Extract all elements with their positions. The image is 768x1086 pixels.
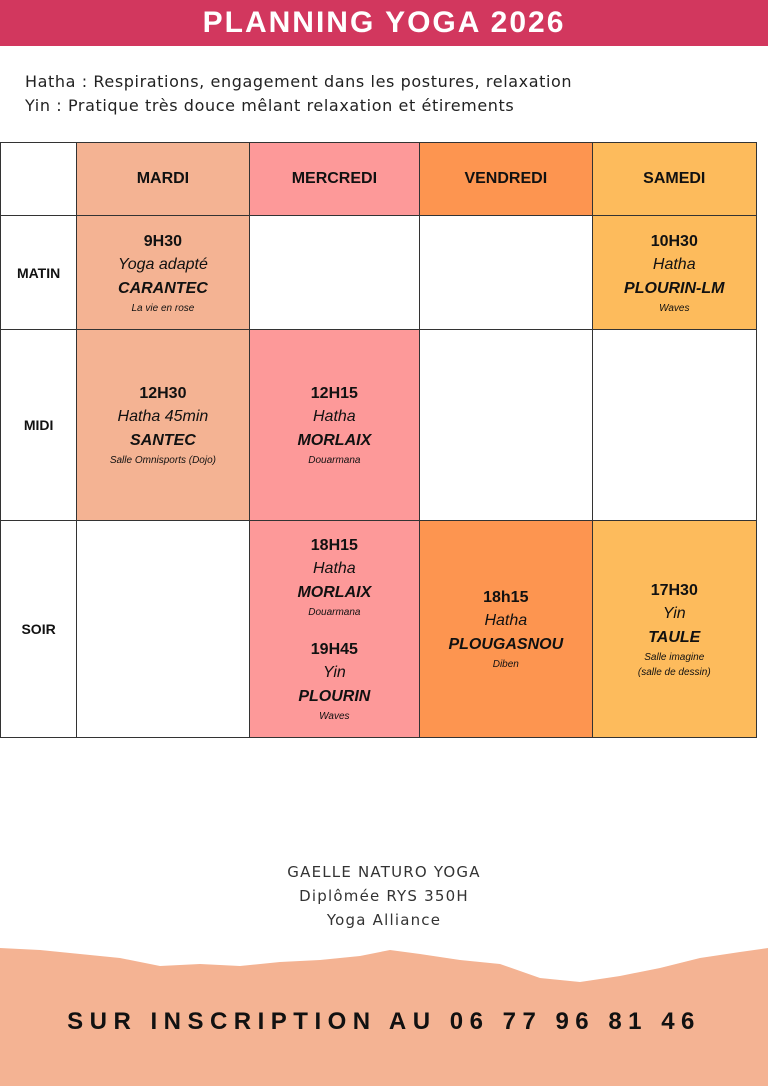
day-header-mercredi: MERCREDI <box>249 143 419 216</box>
class-block <box>593 230 756 316</box>
row-soir <box>1 521 757 738</box>
day-header-samedi: SAMEDI <box>592 143 756 216</box>
class-block <box>77 382 248 468</box>
credit-name: GAELLE NATURO YOGA <box>287 863 481 881</box>
class-time: 18H15 <box>310 537 358 554</box>
credits <box>0 860 768 932</box>
cell-midi-vendredi <box>420 330 592 521</box>
class-time: 12H30 <box>139 385 187 402</box>
class-time: 12H15 <box>310 385 358 402</box>
class-place: TAULE <box>648 628 701 646</box>
class-block <box>250 382 419 468</box>
class-block <box>77 230 248 316</box>
class-venue: Douarmana <box>308 607 361 618</box>
class-place: CARANTEC <box>118 279 208 297</box>
class-venue: Douarmana <box>308 455 361 466</box>
class-place: MORLAIX <box>297 432 372 449</box>
intro-hatha: Hatha : Respirations, engagement dans les postures, relaxation <box>25 72 573 91</box>
class-type: Hatha <box>313 560 356 577</box>
class-time: 19H45 <box>310 641 358 658</box>
cell-midi-mardi <box>77 330 249 521</box>
class-block <box>250 638 419 724</box>
corner-cell <box>1 143 77 216</box>
cell-soir-mardi <box>77 521 249 738</box>
class-block <box>593 579 756 680</box>
schedule-table <box>0 142 757 738</box>
period-label-matin: MATIN <box>1 216 77 330</box>
class-place: SANTEC <box>130 432 196 449</box>
cell-soir-samedi <box>592 521 756 738</box>
cell-soir-vendredi <box>420 521 592 738</box>
class-place: PLOURIN <box>298 688 371 705</box>
class-type: Yoga adapté <box>117 255 208 273</box>
class-place: PLOUGASNOU <box>448 636 564 653</box>
class-place: MORLAIX <box>297 584 372 601</box>
registration-phone: SUR INSCRIPTION AU 06 77 96 81 46 <box>67 1008 701 1035</box>
class-type: Hatha <box>313 408 356 425</box>
cell-matin-vendredi <box>420 216 592 330</box>
row-midi <box>1 330 757 521</box>
class-venue: Diben <box>492 659 519 670</box>
cell-matin-mardi <box>77 216 249 330</box>
class-time: 17H30 <box>650 581 698 599</box>
header-row <box>1 143 757 216</box>
class-block <box>420 586 591 672</box>
title-banner <box>0 0 768 46</box>
class-time: 9H30 <box>143 232 183 250</box>
cell-midi-samedi <box>592 330 756 521</box>
class-type: Yin <box>322 664 346 681</box>
cell-matin-samedi <box>592 216 756 330</box>
class-venue-detail: (salle de dessin) <box>637 666 711 678</box>
page-title: PLANNING YOGA 2026 <box>202 6 566 39</box>
class-type: Yin <box>662 604 686 622</box>
cell-midi-mercredi <box>249 330 419 521</box>
class-venue: Salle imagine <box>644 651 705 663</box>
intro-yin: Yin : Pratique très douce mêlant relaxation et étirements <box>25 96 515 115</box>
cell-soir-mercredi <box>249 521 419 738</box>
class-place: PLOURIN-LM <box>624 279 725 297</box>
credit-diploma: Diplômée RYS 350H <box>299 887 469 905</box>
class-venue: Salle Omnisports (Dojo) <box>109 455 216 466</box>
period-label-midi: MIDI <box>1 330 77 521</box>
day-header-vendredi: VENDREDI <box>420 143 592 216</box>
day-header-mardi: MARDI <box>77 143 249 216</box>
credit-alliance: Yoga Alliance <box>326 911 442 929</box>
class-time: 18h15 <box>483 589 529 606</box>
row-matin <box>1 216 757 330</box>
class-venue: Waves <box>319 711 350 722</box>
class-type: Hatha <box>484 612 528 629</box>
class-type: Hatha <box>652 255 696 273</box>
intro-text <box>25 70 572 118</box>
class-venue: La vie en rose <box>131 302 195 314</box>
class-block <box>250 534 419 620</box>
period-label-soir: SOIR <box>1 521 77 738</box>
class-venue: Waves <box>659 302 690 314</box>
class-type: Hatha 45min <box>117 408 209 425</box>
cell-matin-mercredi <box>249 216 419 330</box>
class-time: 10H30 <box>650 232 698 250</box>
